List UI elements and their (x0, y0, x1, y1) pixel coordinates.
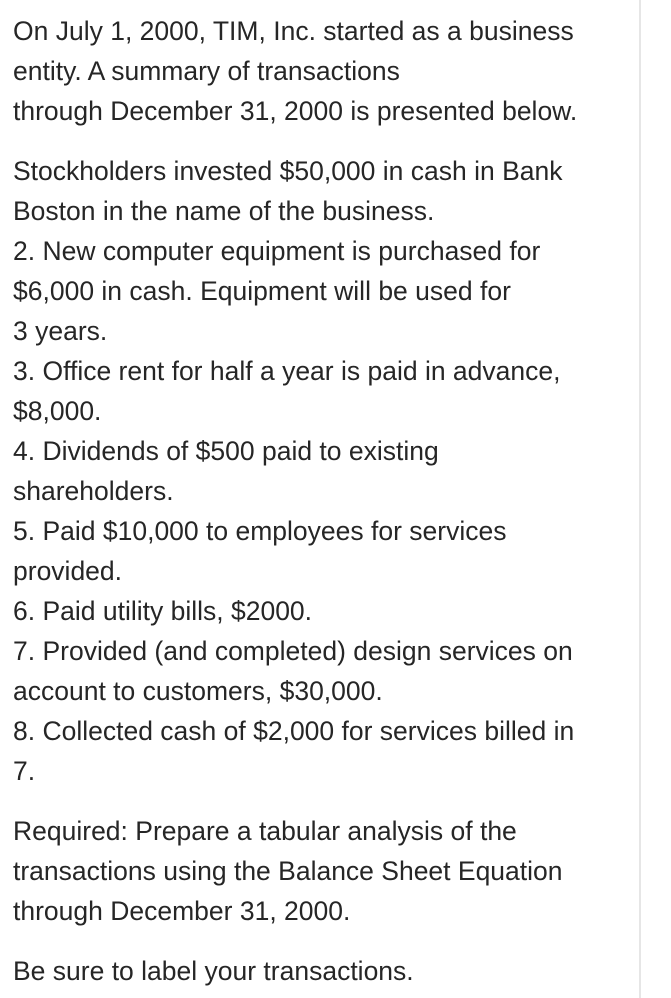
paragraph-gap (13, 131, 625, 151)
note-paragraph: Be sure to label your transactions. (13, 956, 414, 986)
paragraph-gap (13, 791, 625, 811)
transaction-8: 8. Collected cash of $2,000 for services billed in 7. (13, 716, 575, 786)
transaction-3: 3. Office rent for half a year is paid in advance, $8,000. (13, 356, 561, 426)
transaction-7: 7. Provided (and completed) design services on account to customers, $30,000. (13, 636, 573, 706)
intro-paragraph: On July 1, 2000, TIM, Inc. started as a business entity. A summary of transactions through December 31, 2000 is presented below. (13, 16, 578, 126)
page-right-border (639, 0, 641, 998)
problem-text (13, 11, 625, 991)
transaction-5: 5. Paid $10,000 to employees for services provided. (13, 516, 507, 586)
transaction-2: 2. New computer equipment is purchased for $6,000 in cash. Equipment will be used for 3 years. (13, 236, 541, 346)
transaction-1: Stockholders invested $50,000 in cash in Bank Boston in the name of the business. (13, 156, 563, 226)
required-paragraph: Required: Prepare a tabular analysis of the transactions using the Balance Sheet Equation through December 31, 2000. (13, 816, 563, 926)
transaction-4: 4. Dividends of $500 paid to existing shareholders. (13, 436, 439, 506)
paragraph-gap (13, 931, 625, 951)
transaction-6: 6. Paid utility bills, $2000. (13, 596, 313, 626)
